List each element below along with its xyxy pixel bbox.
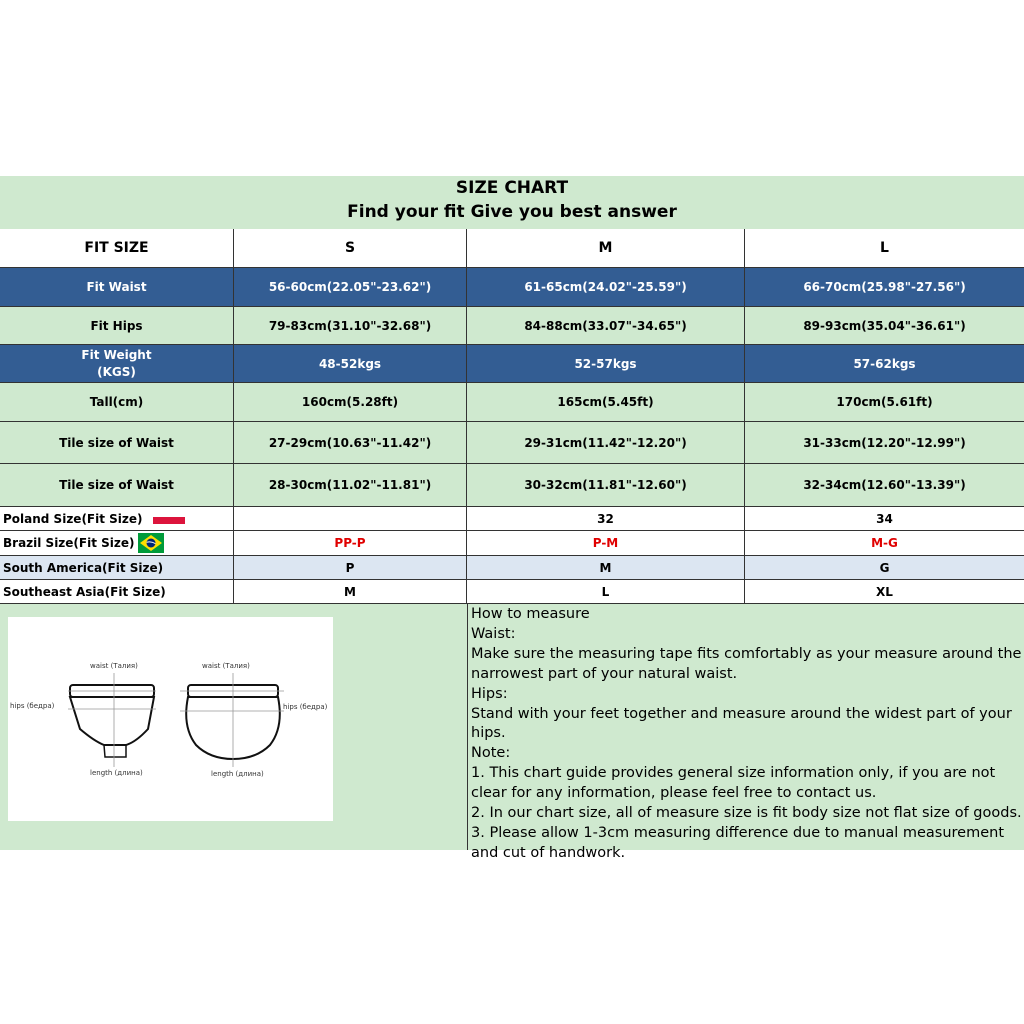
label-brazil [0,531,234,555]
cell-weight-m: 52-57kgs [467,345,745,382]
cell-tile1-m: 29-31cm(11.42"-12.20") [467,422,745,463]
cell-sa-s: P [234,556,467,579]
brazil-flag-icon [138,533,164,553]
cell-brazil-l: M-G [871,536,898,550]
diagram-label-hips-back: hips (бедра) [283,703,328,711]
howto-hips-label: Hips: [471,685,508,702]
cell-sea-s: M [234,580,467,603]
cell-tile2-s: 28-30cm(11.02"-11.81") [234,464,467,506]
cell-sa-l: G [879,560,890,575]
cell-waist-m: 61-65cm(24.02"-25.59") [467,268,745,306]
cell-waist-s: 56-60cm(22.05"-23.62") [234,268,467,306]
label-fit-weight [0,345,234,382]
row-south-america [0,556,1024,580]
cell-poland-l: 34 [876,511,893,526]
label-tall: Tall(cm) [0,383,234,421]
cell-brazil-s: PP-P [234,531,467,555]
cell-tall-m: 165cm(5.45ft) [467,383,745,421]
cell-sa-m: M [467,556,745,579]
howto-waist-label: Waist: [471,625,516,642]
label-poland-text: Poland Size(Fit Size) [3,511,143,526]
howto-note-2: 2. In our chart size, all of measure size is fit body size not flat size of goods. [471,805,1022,822]
howto-note-label: Note: [471,745,511,762]
howto-heading: How to measure [471,606,590,622]
label-fit-hips: Fit Hips [0,307,234,344]
header-l: L [880,240,889,256]
row-poland [0,507,1024,531]
label-fit-weight-line1: Fit Weight [81,347,152,362]
howto-hips-text: Stand with your feet together and measure around the widest part of your hips. [471,705,1012,742]
briefs-diagram-icon [8,617,333,821]
diagram-label-length-back: length (длина) [211,770,264,778]
cell-brazil-m: P-M [467,531,745,555]
label-brazil-text: Brazil Size(Fit Size) [3,536,135,550]
label-tile-waist-2: Tile size of Waist [0,464,234,506]
cell-tall-l: 170cm(5.61ft) [836,395,933,409]
label-fit-weight-line2: (KGS) [97,364,136,379]
cell-hips-m: 84-88cm(33.07"-34.65") [467,307,745,344]
chart-subtitle: Find your fit Give you best answer [347,202,677,222]
row-southeast-asia [0,580,1024,604]
cell-waist-l: 66-70cm(25.98"-27.56") [803,280,966,294]
label-fit-waist: Fit Waist [0,268,234,306]
cell-tall-s: 160cm(5.28ft) [234,383,467,421]
header-row [0,229,1024,268]
label-southeast-asia: Southeast Asia(Fit Size) [0,580,234,603]
cell-tile1-s: 27-29cm(10.63"-11.42") [234,422,467,463]
row-fit-waist [0,268,1024,307]
cell-hips-s: 79-83cm(31.10"-32.68") [234,307,467,344]
cell-sea-m: L [467,580,745,603]
cell-tile1-l: 31-33cm(12.20"-12.99") [803,435,966,450]
diagram-label-length-front: length (длина) [90,769,143,777]
measurement-diagram [8,617,333,821]
chart-title: SIZE CHART [455,178,569,198]
header-s: S [234,229,467,267]
cell-tile2-l: 32-34cm(12.60"-13.39") [803,478,966,492]
row-fit-weight [0,345,1024,383]
row-fit-hips [0,307,1024,345]
header-m: M [467,229,745,267]
cell-poland-s [234,507,467,530]
label-tile-waist-1: Tile size of Waist [0,422,234,463]
cell-weight-s: 48-52kgs [234,345,467,382]
cell-weight-l: 57-62kgs [853,356,916,371]
row-tile-waist-2 [0,464,1024,507]
cell-poland-m: 32 [467,507,745,530]
how-to-measure-panel [467,604,1024,861]
poland-flag-icon [153,514,185,524]
diagram-label-waist-front: waist (Талия) [90,662,138,670]
howto-waist-text: Make sure the measuring tape fits comfortably as your measure around the narrowest part of your natural waist. [471,645,1022,682]
howto-note-3: 3. Please allow 1-3cm measuring difference due to manual measurement and cut of handwork. [471,824,1005,861]
cell-sea-l: XL [876,584,893,599]
row-tile-waist-1 [0,422,1024,464]
title-box [0,176,1024,230]
diagram-label-hips-front: hips (бедра) [10,702,55,710]
howto-note-1: 1. This chart guide provides general size information only, if you are not clear for any information, please feel free to contact us. [471,765,996,802]
label-poland [0,507,234,530]
cell-hips-l: 89-93cm(35.04"-36.61") [803,318,966,333]
label-south-america: South America(Fit Size) [0,556,234,579]
diagram-label-waist-back: waist (Талия) [202,662,250,670]
row-tall [0,383,1024,422]
cell-tile2-m: 30-32cm(11.81"-12.60") [467,464,745,506]
size-chart-sheet [0,176,1024,861]
row-brazil [0,531,1024,556]
header-fit-size: FIT SIZE [0,229,234,267]
